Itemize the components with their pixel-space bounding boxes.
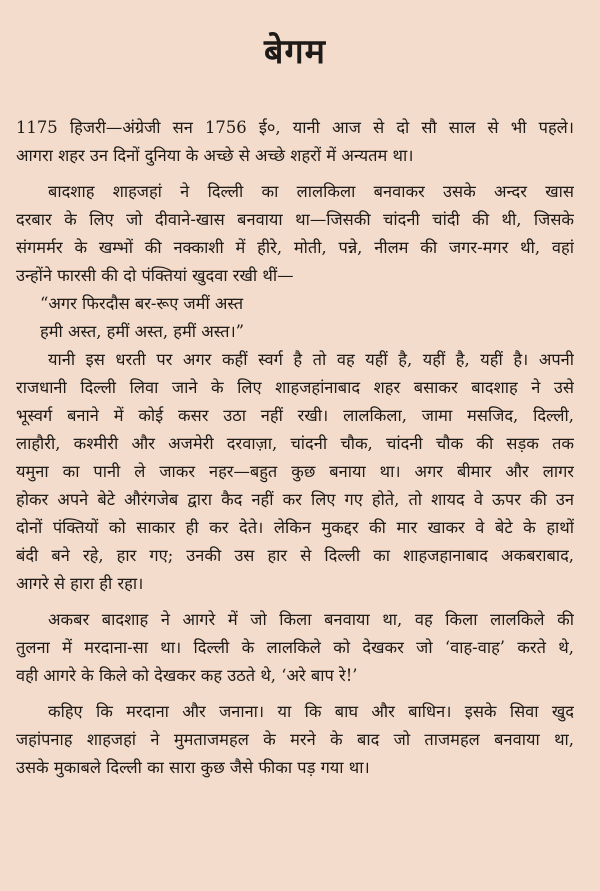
text-line: यमुना का पानी ले जाकर नहर—बहुत कुछ बनाया था। अगर बीमार और लागर [16, 462, 574, 481]
text-line: आगरे से हारा ही रहा। [16, 574, 144, 593]
text-line: लाहौरी, कश्मीरी और अजमेरी दरवाज़ा, चांदनी चौक, चांदनी चौक की सड़क तक [16, 434, 574, 453]
text-line: उन्होंने फारसी की दो पंक्तियां खुदवा रखी थीं— [16, 266, 294, 285]
text-line: होकर अपने बेटे औरंगजेब द्वारा कैद नहीं कर लिए गए होते, तो शायद वे ऊपर की उन [16, 490, 574, 509]
text-line: संगमर्मर के खम्भों की नक्काशी में हीरे, मोती, पन्ने, नीलम की जगर-मगर थी, वहां [16, 238, 574, 257]
persian-quote [16, 290, 574, 346]
text-line: राजधानी दिल्ली लिवा जाने के लिए शाहजहांनाबाद शहर बसाकर बादशाह ने उसे [16, 378, 574, 397]
paragraph-1 [16, 114, 574, 170]
text-line: वही आगरे के किले को देखकर कह उठते थे, ‘अरे बाप रे!’ [16, 666, 358, 685]
text-line: बादशाह शाहजहां ने दिल्ली का लालकिला बनवाकर उसके अन्दर खास [48, 182, 574, 201]
text-line: जहांपनाह शाहजहां ने मुमताजमहल के मरने के बाद जो ताजमहल बनवाया था, [16, 730, 574, 749]
text-line: बंदी बने रहे, हार गए; उनकी उस हार से दिल्ली का शाहजहानाबाद अकबराबाद, [16, 546, 574, 565]
text-line: दरबार के लिए जो दीवाने-खास बनवाया था—जिसकी चांदनी चांदी की थी, जिसके [16, 210, 574, 229]
chapter-title: बेगम [264, 32, 326, 72]
text-line: तुलना में मरदाना-सा था। दिल्ली के लालकिले को देखकर जो ‘वाह-वाह’ करते थे, [16, 638, 574, 657]
paragraph-4 [16, 606, 574, 690]
paragraph-2 [16, 178, 574, 290]
text-line: कहिए कि मरदाना और जनाना। या कि बाघ और बाधिन। इसके सिवा खुद [48, 702, 574, 721]
text-line: यानी इस धरती पर अगर कहीं स्वर्ग है तो वह यहीं है, यहीं है, यहीं है। अपनी [48, 350, 574, 369]
text-line: 1175 हिजरी—अंग्रेजी सन 1756 ई०, यानी आज से दो सौ साल से भी पहले। [16, 118, 574, 137]
text-line: दोनों पंक्तियों को साकार ही कर देते। लेकिन मुकद्दर की मार खाकर वे बेटे के हाथों [16, 518, 574, 537]
text-line: उसके मुकाबले दिल्ली का सारा कुछ जैसे फीका पड़ गया था। [16, 758, 370, 777]
text-line: भूस्वर्ग बनाने में कोई कसर उठा नहीं रखी। लालकिला, जामा मसजिद, दिल्ली, [16, 406, 574, 425]
paragraph-5 [16, 698, 574, 782]
quote-line: “अगर फिरदौस बर-रूए जमीं अस्त [40, 294, 244, 313]
paragraph-3 [16, 346, 574, 598]
text-line: आगरा शहर उन दिनों दुनिया के अच्छे से अच्छे शहरों में अन्यतम था। [16, 146, 414, 165]
text-line: अकबर बादशाह ने आगरे में जो किला बनवाया था, वह किला लालकिले की [48, 610, 574, 629]
quote-line: हमी अस्त, हमीं अस्त, हमीं अस्त।” [40, 322, 245, 341]
